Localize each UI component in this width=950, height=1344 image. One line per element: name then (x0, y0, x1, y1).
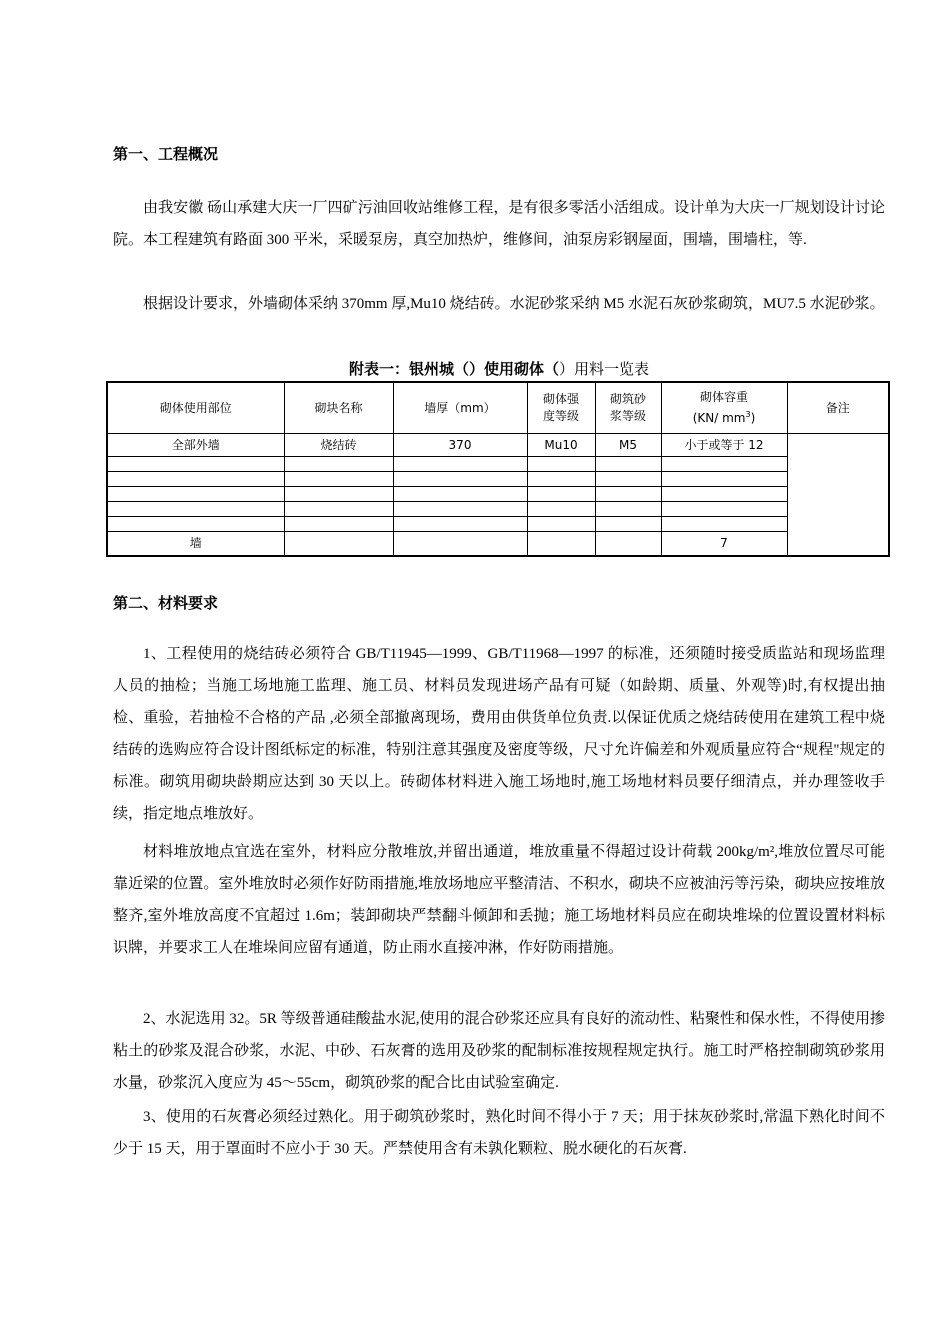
section1-paragraph-1: 由我安徽 砀山承建大庆一厂四矿污油回收站维修工程，是有很多零活小活组成。设计单为大庆一厂规划设计讨论院。本工程建筑有路面 300 平米，采暖泵房，真空加热炉，维修间，油泵房彩钢屋面，围墙，围墙柱，等. (113, 200, 885, 248)
header-block-name: 砌块名称 (284, 382, 393, 434)
table-cell (393, 532, 527, 557)
section2-paragraph-4: 3、使用的石灰膏必须经过熟化。用于砌筑砂浆时，熟化时间不得小于 7 天；用于抹灰砂浆时,常温下熟化时间不少于 15 天，用于罩面时不应小于 30 天。严禁使用含有未孰化颗粒、脱水硬化的石灰膏. (113, 1109, 885, 1157)
table-header-row (107, 382, 889, 434)
header-usage-location: 砌体使用部位 (107, 382, 284, 434)
table-caption (113, 358, 885, 379)
section2-paragraph-2: 材料堆放地点宜选在室外，材料应分散堆放,并留出通道，堆放重量不得超过设计荷载 200kg/m²,堆放位置尽可能靠近梁的位置。室外堆放时必须作好防雨措施,堆放场地应平整清洁、不积水，砌块不应被油污等污染，砌块应按堆放整齐,室外堆放高度不宜超过 1.6m；装卸砌块严禁翻斗倾卸和丢抛；施工场地材料员应在砌块堆垛的位置设置材料标识牌，并要求工人在堆垛间应留有通道，防止雨水直接冲淋，作好防雨措施。 (113, 844, 885, 956)
header-strength-grade (527, 382, 595, 434)
header-unit-weight-close: ) (750, 411, 756, 425)
materials-table (106, 381, 890, 557)
table-cell (595, 532, 661, 557)
table-row (107, 517, 889, 532)
table-row (107, 472, 889, 487)
section1-paragraph-2: 根据设计要求，外墙砌体采纳 370mm 厚,Mu10 烧结砖。水泥砂浆采纳 M5 水泥石灰砂浆砌筑，MU7.5 水泥砂浆。 (143, 296, 885, 312)
table-row (107, 434, 889, 457)
table-caption-rest: ）用料一览表 (559, 360, 650, 378)
table-cell (284, 532, 393, 557)
section1-heading: 第一、工程概况 (113, 145, 219, 163)
header-unit-weight (661, 382, 787, 434)
table-row (107, 532, 889, 557)
header-strength-grade-line2: 度等级 (542, 409, 579, 423)
header-wall-thickness: 墙厚（mm） (393, 382, 527, 434)
table-cell: M5 (595, 434, 661, 457)
header-unit-weight-line2: (KN/ mm (692, 411, 746, 425)
table-cell: 7 (661, 532, 787, 557)
table-cell: 烧结砖 (284, 434, 393, 457)
header-unit-weight-line1: 砌体容重 (699, 390, 748, 404)
section2-heading: 第二、材料要求 (113, 594, 219, 612)
table-cell: 全部外墙 (107, 434, 284, 457)
table-cell: 小于或等于 12 (661, 434, 787, 457)
table-cell: 370 (393, 434, 527, 457)
table-caption-bold: 附表一：银州城（）使用砌体（ (348, 360, 559, 378)
table-cell: Mu10 (527, 434, 595, 457)
table-cell: 墙 (107, 532, 284, 557)
header-strength-grade-line1: 砌体强 (542, 392, 579, 406)
header-remarks: 备注 (787, 382, 889, 434)
table-row (107, 487, 889, 502)
table-cell (527, 532, 595, 557)
header-mortar-grade-line2: 浆等级 (609, 409, 646, 423)
section2-paragraph-1: 1、工程使用的烧结砖必须符合 GB/T11945—1999、GB/T11968—1997 的标准，还须随时接受质监站和现场监理人员的抽检；当施工场地施工监理、施工员、材料员发现进场产品有可疑（如龄期、质量、外观等)时,有权提出抽检、重验，若抽检不合格的产品 ,必须全部撤离现场，费用由供货单位负责.以保证优质之烧结砖使用在建筑工程中烧结砖的选购应符合设计图纸标定的标准，特别注意其强度及密度等级，尺寸允许偏差和外观质量应符合“规程"规定的标准。砌筑用砌块龄期应达到 30 天以上。砖砌体材料进入施工场地时,施工场地材料员要仔细清点，并办理签收手续，指定地点堆放好。 (113, 646, 885, 822)
header-mortar-grade (595, 382, 661, 434)
table-row (107, 502, 889, 517)
remarks-cell (787, 434, 889, 557)
header-unit-weight-sup: 3 (745, 410, 751, 419)
header-mortar-grade-line1: 砌筑砂 (609, 392, 646, 406)
table-row (107, 457, 889, 472)
section2-paragraph-3: 2、水泥选用 32。5R 等级普通硅酸盐水泥,使用的混合砂浆还应具有良好的流动性、粘聚性和保水性，不得使用掺粘土的砂浆及混合砂浆，水泥、中砂、石灰膏的选用及砂浆的配制标准按规程规定执行。施工时严格控制砌筑砂浆用水量，砂浆沉入度应为 45～55cm，砌筑砂浆的配合比由试验室确定. (113, 1011, 885, 1091)
